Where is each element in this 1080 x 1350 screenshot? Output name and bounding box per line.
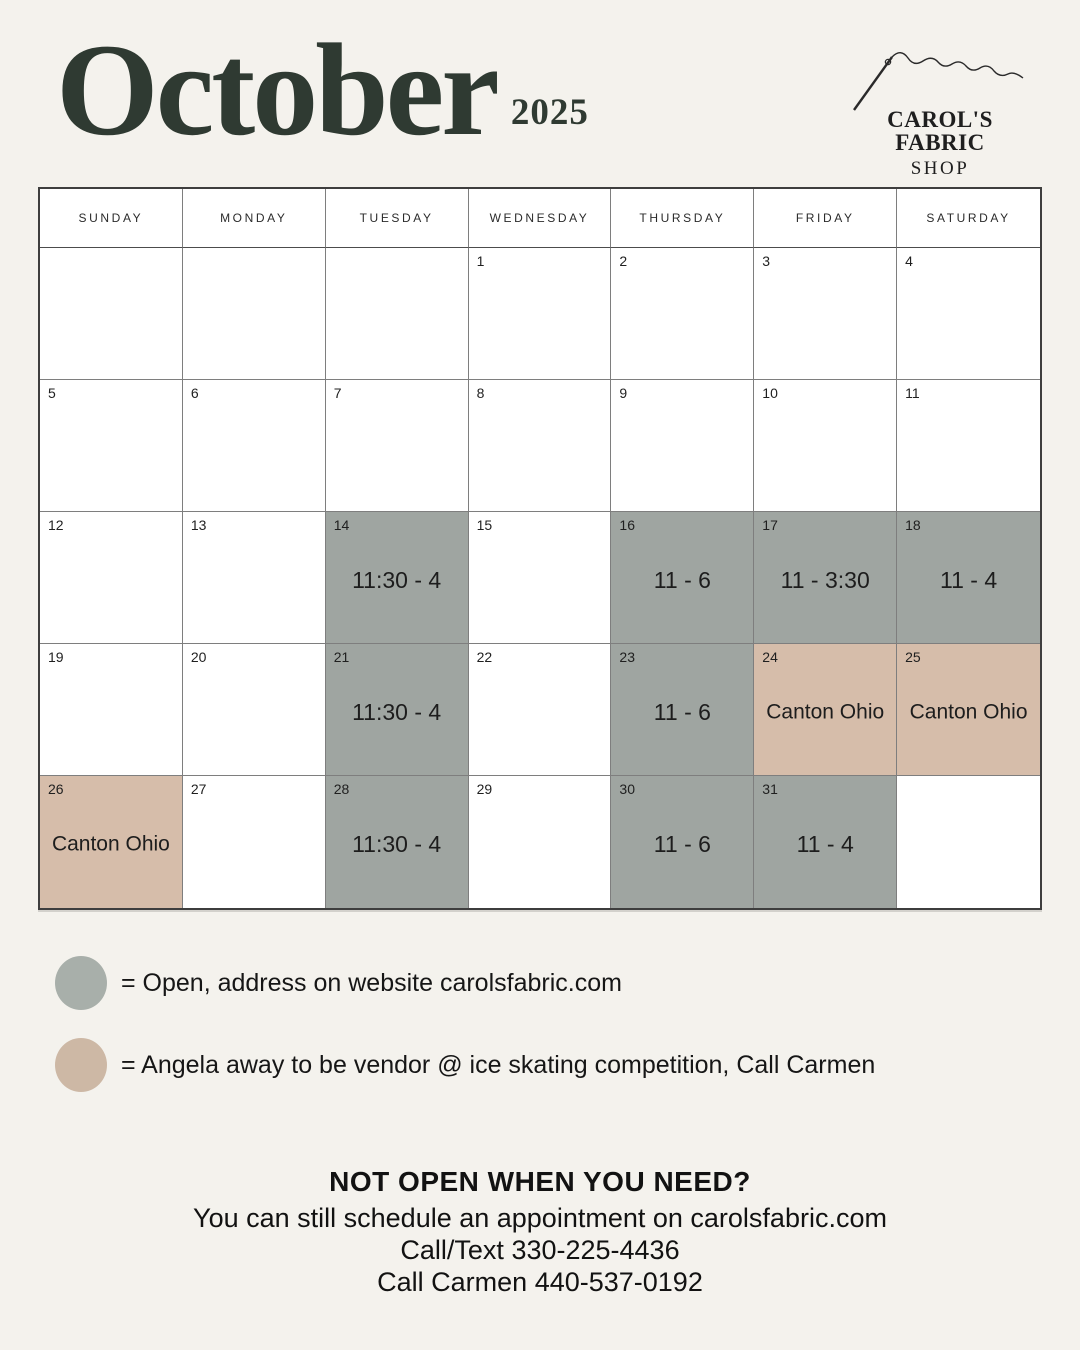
cell-date-number: 2: [619, 253, 628, 269]
day-header-wednesday: WEDNESDAY: [469, 189, 612, 248]
day-header-sunday: SUNDAY: [40, 189, 183, 248]
calendar-cell-31: [754, 776, 897, 908]
cell-date-number: 9: [619, 385, 628, 401]
cell-date-number: 14: [333, 517, 350, 533]
footer-carmen-phone-line: Call Carmen 440-537-0192: [377, 1267, 703, 1297]
calendar-cell-19: [40, 644, 183, 776]
cell-note: Canton Ohio: [909, 699, 1028, 723]
day-header-saturday: SATURDAY: [897, 189, 1040, 248]
logo-name-line1: CAROL'S: [887, 107, 993, 132]
cell-note: 11:30 - 4: [352, 698, 442, 725]
page-title: [56, 16, 589, 163]
calendar-cell-14: [326, 512, 469, 644]
cell-note: 11 - 6: [653, 831, 711, 858]
logo-name-line2: FABRIC: [895, 130, 985, 156]
calendar-cell-9: [611, 380, 754, 512]
footer-appointment-line: You can still schedule an appointment on carolsfabric.com: [193, 1203, 887, 1233]
day-header-thursday: THURSDAY: [611, 189, 754, 248]
calendar-cell-23: [611, 644, 754, 776]
cell-date-number: 27: [190, 781, 207, 797]
shop-logo: [850, 48, 1030, 180]
cell-note: 11 - 3:30: [780, 566, 870, 593]
calendar-cell-8: [469, 380, 612, 512]
cell-date-number: 3: [762, 253, 771, 269]
legend-item-away: [55, 1038, 875, 1092]
cell-date-number: 20: [190, 649, 207, 665]
title-year: 2025: [510, 92, 589, 133]
calendar-cell-25: [897, 644, 1040, 776]
legend-swatch-away-icon: [55, 1038, 107, 1092]
legend-text-away: = Angela away to be vendor @ ice skating competition, Call Carmen: [121, 1050, 876, 1079]
calendar-cell-20: [183, 644, 326, 776]
cell-date-number: 8: [476, 385, 485, 401]
calendar-cell-18: [897, 512, 1040, 644]
title-month: October: [56, 16, 497, 163]
cell-date-number: 30: [619, 781, 635, 797]
cell-note: 11 - 6: [653, 698, 711, 725]
legend-swatch-open-icon: [55, 956, 107, 1010]
calendar-cell-21: [326, 644, 469, 776]
day-header-tuesday: TUESDAY: [326, 189, 469, 248]
cell-date-number: 16: [619, 517, 635, 533]
calendar-header-row: [40, 189, 1040, 248]
calendar-cell-30: [611, 776, 754, 908]
calendar-cell-2: [611, 248, 754, 380]
cell-date-number: 29: [476, 781, 493, 797]
footer-phone-line: Call/Text 330-225-4436: [400, 1235, 680, 1265]
calendar-cell-13: [183, 512, 326, 644]
cell-date-number: 18: [905, 517, 921, 533]
cell-date-number: 31: [762, 781, 778, 797]
calendar-cell-27: [183, 776, 326, 908]
cell-date-number: 11: [905, 385, 920, 401]
day-header-friday: FRIDAY: [754, 189, 897, 248]
legend-text-open: = Open, address on website carolsfabric.com: [121, 968, 622, 997]
cell-note: 11 - 6: [653, 566, 711, 593]
calendar-cell-17: [754, 512, 897, 644]
cell-date-number: 23: [619, 649, 635, 665]
calendar-cell-blank: [326, 248, 469, 380]
calendar-cell-1: [469, 248, 612, 380]
calendar-cell-blank: [183, 248, 326, 380]
footer-headline: NOT OPEN WHEN YOU NEED?: [329, 1166, 751, 1197]
cell-date-number: 28: [333, 781, 350, 797]
cell-date-number: 1: [476, 253, 485, 269]
cell-date-number: 25: [905, 649, 921, 665]
cell-note: 11 - 4: [796, 831, 854, 858]
cell-note: Canton Ohio: [766, 699, 885, 723]
logo-name-line3: SHOP: [910, 157, 970, 179]
calendar-cell-7: [326, 380, 469, 512]
legend: [55, 956, 875, 1120]
cell-date-number: 4: [905, 253, 913, 269]
needle-thread-icon: [851, 48, 1029, 112]
cell-note: 11:30 - 4: [352, 831, 442, 858]
cell-date-number: 5: [48, 385, 56, 401]
cell-date-number: 15: [476, 517, 493, 533]
calendar-grid: [40, 248, 1040, 908]
cell-date-number: 26: [48, 781, 64, 797]
calendar-cell-blank: [40, 248, 183, 380]
cell-date-number: 22: [476, 649, 493, 665]
calendar-cell-3: [754, 248, 897, 380]
calendar-cell-12: [40, 512, 183, 644]
calendar-cell-16: [611, 512, 754, 644]
legend-item-open: [55, 956, 875, 1010]
calendar-cell-15: [469, 512, 612, 644]
calendar-cell-28: [326, 776, 469, 908]
cell-date-number: 17: [762, 517, 778, 533]
cell-date-number: 24: [762, 649, 778, 665]
cell-date-number: 10: [762, 385, 778, 401]
calendar-cell-blank: [897, 776, 1040, 908]
cell-note: 11:30 - 4: [352, 566, 442, 593]
calendar-cell-29: [469, 776, 612, 908]
calendar-cell-6: [183, 380, 326, 512]
calendar-cell-10: [754, 380, 897, 512]
calendar-cell-5: [40, 380, 183, 512]
calendar-cell-4: [897, 248, 1040, 380]
calendar-cell-22: [469, 644, 612, 776]
cell-date-number: 12: [48, 517, 64, 533]
footer: [0, 1166, 1080, 1298]
cell-date-number: 7: [333, 385, 342, 401]
cell-date-number: 19: [48, 649, 64, 665]
calendar-cell-11: [897, 380, 1040, 512]
cell-date-number: 21: [333, 649, 350, 665]
cell-note: Canton Ohio: [51, 832, 170, 856]
cell-date-number: 13: [190, 517, 207, 533]
calendar-cell-24: [754, 644, 897, 776]
cell-date-number: 6: [190, 385, 199, 401]
cell-note: 11 - 4: [940, 566, 998, 593]
calendar: [38, 187, 1042, 910]
day-header-monday: MONDAY: [183, 189, 326, 248]
calendar-cell-26: [40, 776, 183, 908]
